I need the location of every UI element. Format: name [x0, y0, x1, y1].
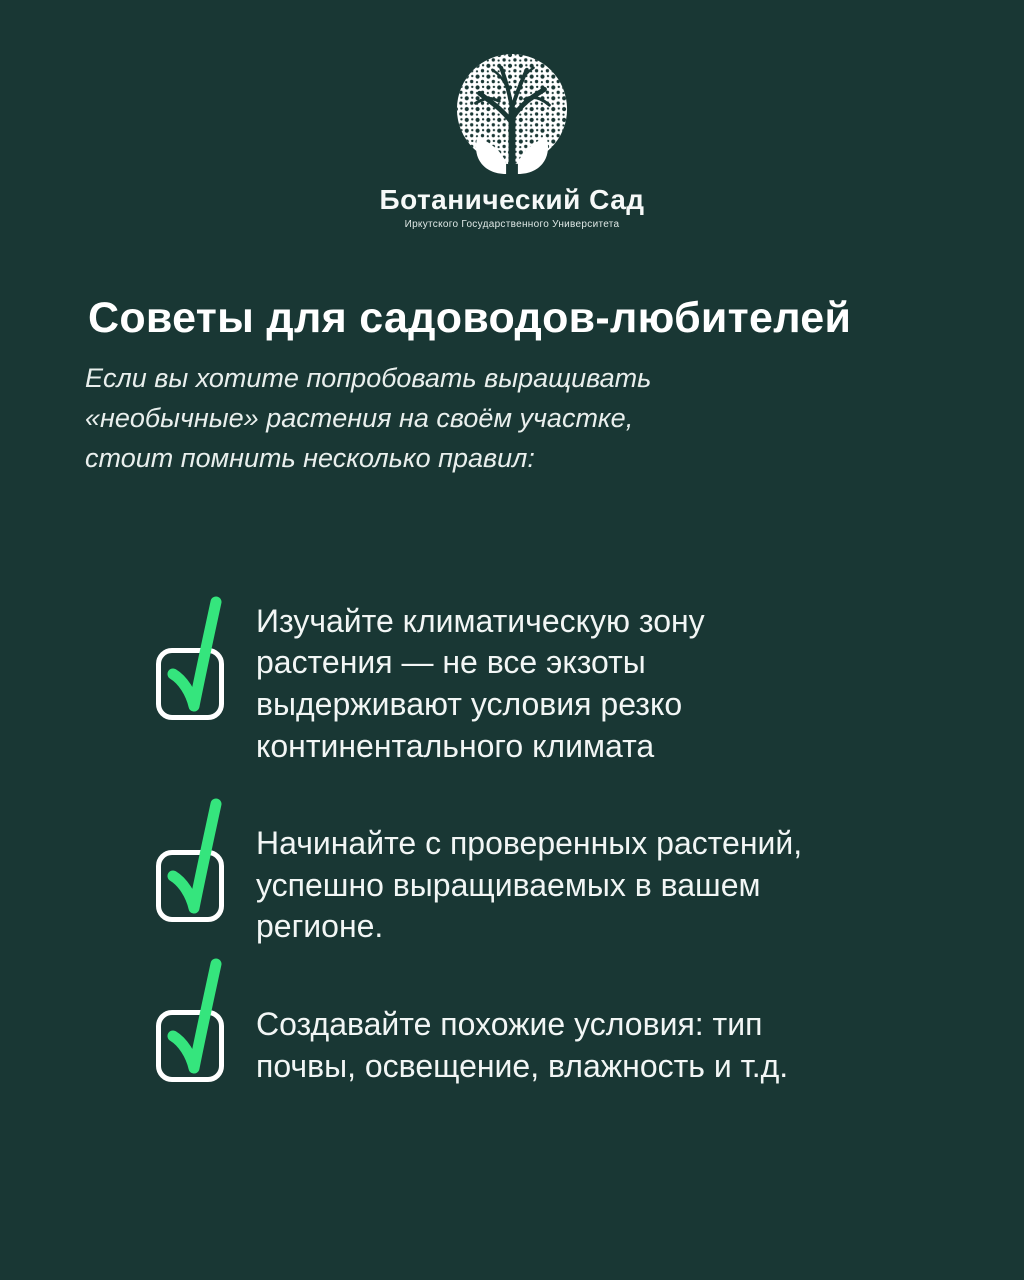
intro-text: Если вы хотите попробовать выращивать «необычные» растения на своём участке, стоит помнить несколько правил: — [85, 363, 652, 473]
logo-subtitle: Иркутского Государственного Университета — [404, 219, 620, 230]
tip-text: Изучайте климатическую зону растения — не все экзоты выдерживают условия резко континентального климата — [256, 602, 705, 764]
checkbox — [156, 1010, 224, 1082]
checkbox-box — [156, 1010, 224, 1082]
page-title: Советы для садоводов-любителей — [88, 294, 852, 342]
tree-logo-icon — [453, 52, 571, 176]
list-item — [156, 1004, 1024, 1087]
tips-list — [156, 601, 1024, 1087]
list-item — [156, 601, 1024, 767]
logo — [0, 0, 1024, 230]
tip-text: Начинайте с проверенных растений, успешно выращиваемых в вашем регионе. — [256, 825, 803, 945]
checkbox-box — [156, 850, 224, 922]
checkbox — [156, 850, 224, 922]
checkbox-box — [156, 648, 224, 720]
list-item — [156, 823, 1024, 948]
logo-title: Ботанический Сад — [379, 184, 645, 215]
checkbox — [156, 648, 224, 720]
tip-text: Создавайте похожие условия: тип почвы, освещение, влажность и т.д. — [256, 1006, 789, 1084]
